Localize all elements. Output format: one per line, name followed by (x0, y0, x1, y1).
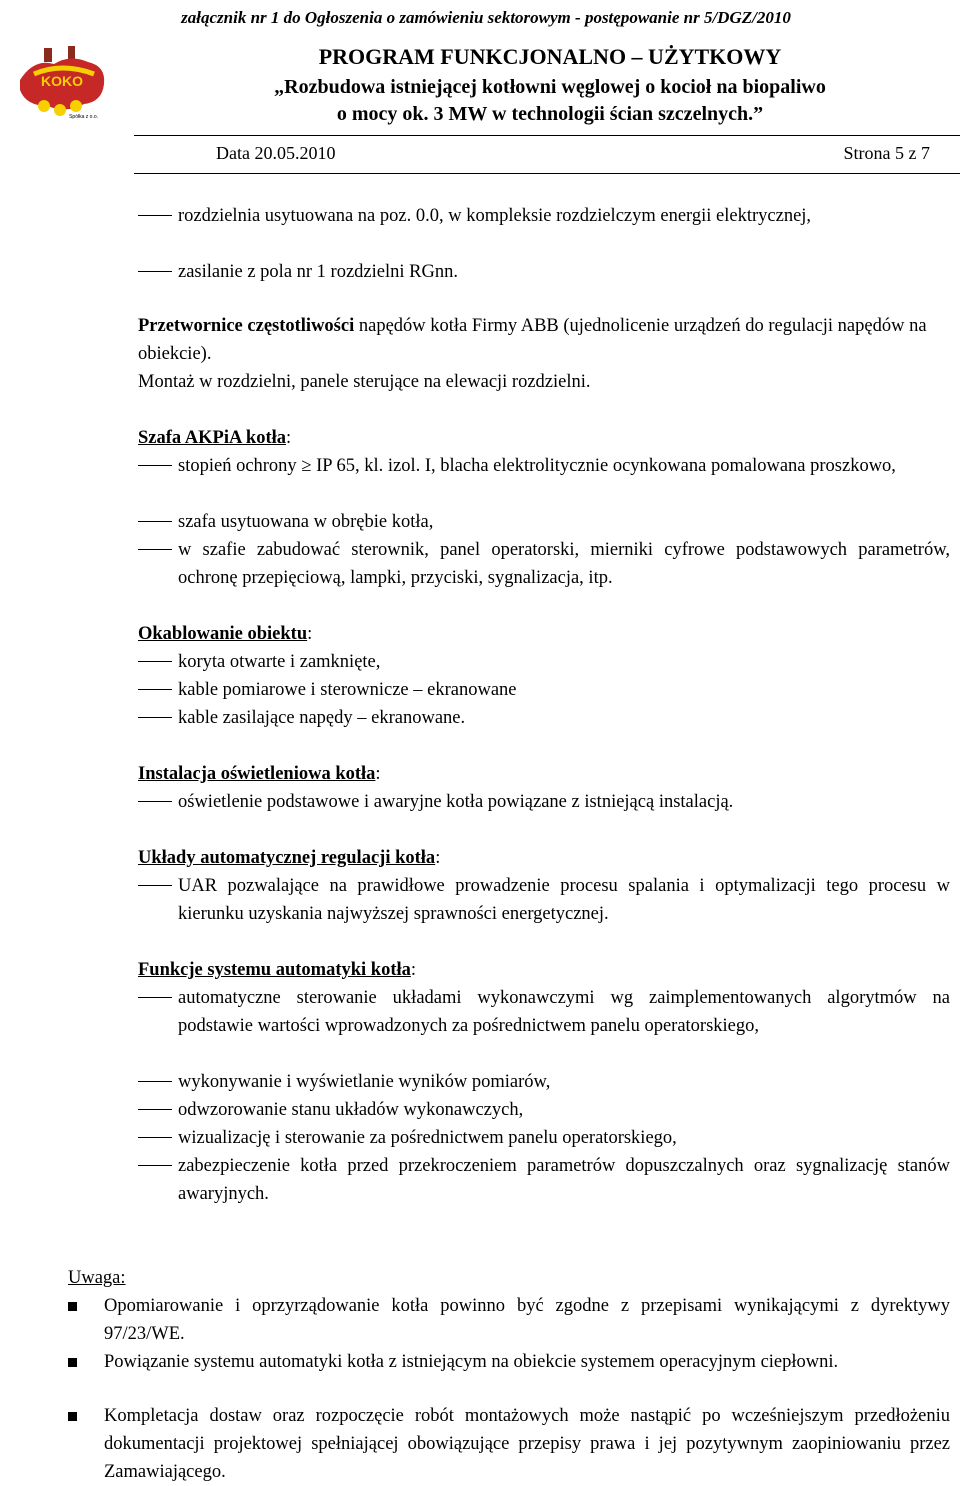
converters-bold: Przetwornice częstotliwości (138, 316, 355, 336)
converters-paragraph: Przetwornice częstotliwości napędów kotła Firmy ABB (ujednolicenie urządzeń do regulacji napędów na obiekcie). (138, 316, 927, 364)
dash-marker (138, 661, 172, 662)
header-divider-top (134, 135, 960, 136)
section-heading-regulation: Układy automatycznej regulacji kotła: (138, 848, 441, 868)
dash-marker (138, 1081, 172, 1082)
section-heading-cabling: Okablowanie obiektu: (138, 624, 313, 644)
dash-marker (138, 885, 172, 886)
document-title: PROGRAM FUNKCJONALNO – UŻYTKOWY (318, 44, 782, 69)
logo-text: KOKO (41, 73, 83, 89)
square-bullet-icon (68, 1412, 77, 1421)
dash-marker (138, 801, 172, 802)
list-item: oświetlenie podstawowe i awaryjne kotła powiązane z istniejącą instalacją. (138, 788, 950, 816)
list-item: wykonywanie i wyświetlanie wyników pomiarów, (138, 1068, 950, 1096)
document-subtitle-line2: o mocy ok. 3 MW w technologii ścian szczelnych.” (336, 103, 764, 125)
dash-marker (138, 465, 172, 466)
section-heading-functions: Funkcje systemu automatyki kotła: (138, 960, 417, 980)
dash-marker (138, 1109, 172, 1110)
square-bullet-icon (68, 1358, 77, 1367)
converters-mounting: Montaż w rozdzielni, panele sterujące na elewacji rozdzielni. (138, 372, 591, 392)
list-item: UAR pozwalające na prawidłowe prowadzenie procesu spalania i optymalizacji tego procesu w kierunku uzyskania najwyższej sprawności energetycznej. (138, 872, 950, 928)
section-heading-akpia: Szafa AKPiA kotła: (138, 428, 292, 448)
section-heading-lighting: Instalacja oświetleniowa kotła: (138, 764, 381, 784)
list-item: stopień ochrony ≥ IP 65, kl. izol. I, blacha elektrolitycznie ocynkowana pomalowana proszkowo, (138, 452, 950, 480)
note-item: Kompletacja dostaw oraz rozpoczęcie robót montażowych może nastąpić po wcześniejszym przedłożeniu dokumentacji projektowej spełniającej obowiązujące przepisy prawa i jej pozytywnym zaopiniowaniu przez Zamawiającego. (68, 1402, 950, 1486)
dash-marker (138, 521, 172, 522)
header-note: załącznik nr 1 do Ogłoszenia o zamówieniu sektorowym - postępowanie nr 5/DGZ/2010 (181, 8, 791, 27)
list-item: w szafie zabudować sterownik, panel operatorski, mierniki cyfrowe podstawowych parametrów, ochronę przepięciową, lampki, przyciski, sygnalizacja, itp. (138, 536, 950, 592)
square-bullet-icon (68, 1302, 77, 1311)
list-item: automatyczne sterowanie układami wykonawczymi wg zaimplementowanych algorytmów na podstawie wartości wprowadzonych za pośrednictwem panelu operatorskiego, (138, 984, 950, 1040)
dash-marker (138, 1137, 172, 1138)
dash-marker (138, 1165, 172, 1166)
dash-marker (138, 215, 172, 216)
company-logo (14, 44, 110, 122)
list-item: kable pomiarowe i sterownicze – ekranowane (138, 676, 950, 704)
list-item: kable zasilające napędy – ekranowane. (138, 704, 950, 732)
list-item: odwzorowanie stanu układów wykonawczych, (138, 1096, 950, 1124)
dash-marker (138, 689, 172, 690)
list-item: wizualizację i sterowanie za pośrednictwem panelu operatorskiego, (138, 1124, 950, 1152)
dash-marker (138, 549, 172, 550)
note-item: Powiązanie systemu automatyki kotła z istniejącym na obiekcie systemem operacyjnym ciepłowni. (68, 1348, 950, 1376)
list-item: zasilanie z pola nr 1 rozdzielni RGnn. (138, 258, 950, 286)
logo-subtext: Spółka z o.o. (69, 114, 98, 120)
notes-heading: Uwaga: (68, 1268, 126, 1288)
document-subtitle-line1: „Rozbudowa istniejącej kotłowni węglowej o kocioł na biopaliwo (274, 76, 826, 98)
dash-marker (138, 997, 172, 998)
dash-marker (138, 717, 172, 718)
dash-marker (138, 271, 172, 272)
list-item: szafa usytuowana w obrębie kotła, (138, 508, 950, 536)
header-divider-bottom (134, 173, 960, 174)
list-item: zabezpieczenie kotła przed przekroczeniem parametrów dopuszczalnych oraz sygnalizację stanów awaryjnych. (138, 1152, 950, 1208)
page-number: Strona 5 z 7 (843, 143, 930, 163)
list-item: rozdzielnia usytuowana na poz. 0.0, w kompleksie rozdzielczym energii elektrycznej, (138, 202, 950, 230)
document-date: Data 20.05.2010 (216, 143, 336, 163)
note-item: Opomiarowanie i oprzyrządowanie kotła powinno być zgodne z przepisami wynikającymi z dyrektywy 97/23/WE. (68, 1292, 950, 1348)
list-item: koryta otwarte i zamknięte, (138, 648, 950, 676)
